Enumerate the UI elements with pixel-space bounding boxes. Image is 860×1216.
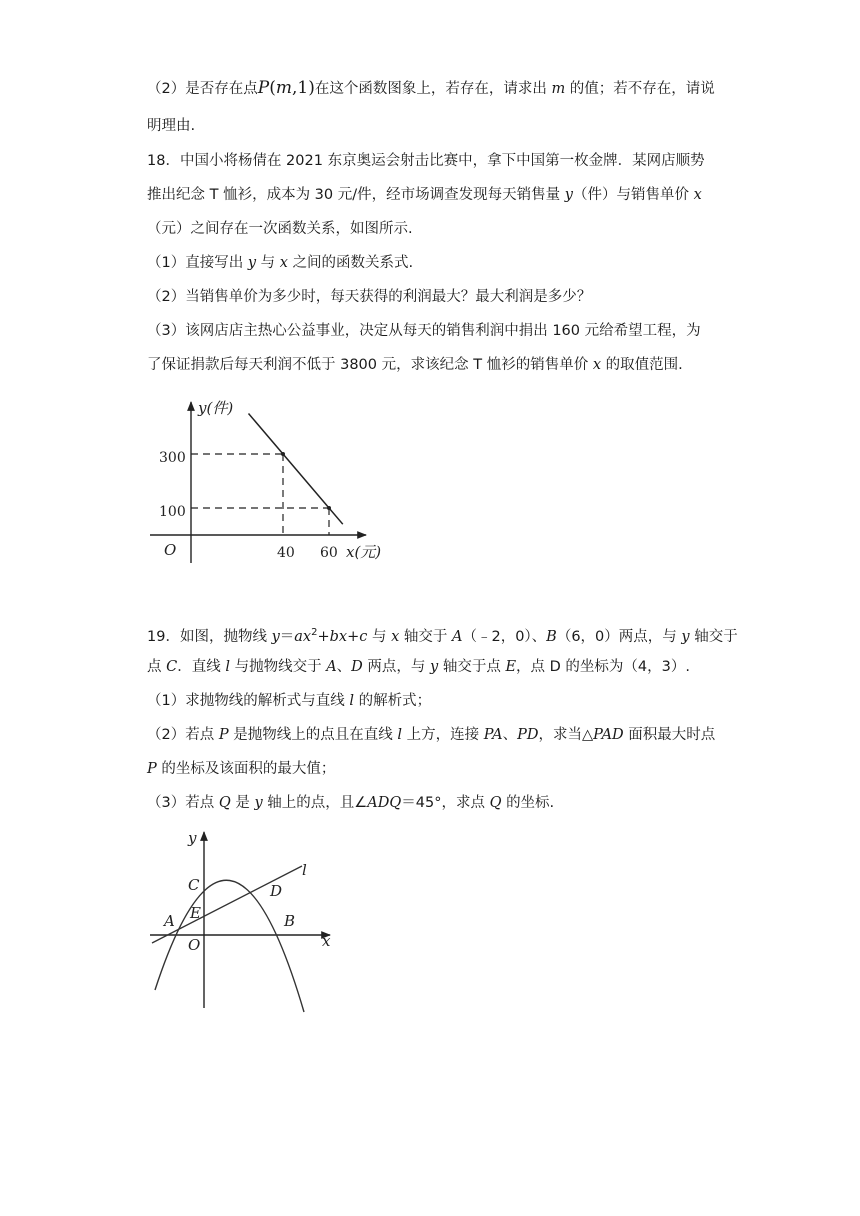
q19-fig-d-label: D: [270, 882, 283, 900]
q17-part2-line2: 明理由.: [147, 118, 196, 134]
q18-y-axis-label: y(件): [198, 399, 234, 417]
point-p-expression: P(m,1): [257, 78, 315, 98]
q19-fig-y-label: y: [188, 829, 197, 847]
q18-dashed-guides: [191, 452, 331, 535]
q19-fig-c-label: C: [188, 876, 200, 894]
q18-stem-line3: （元）之间存在一次函数关系，如图所示.: [147, 221, 413, 237]
q19-part1: （1）求抛物线的解析式与直线 l 的解析式；: [147, 693, 432, 709]
q18-y-tick-300: 300: [159, 450, 186, 466]
q18-stem-line2: 推出纪念 T 恤衫，成本为 30 元/件，经市场调查发现每天销售量 y（件）与销售单价 x: [147, 187, 702, 203]
q19-line-l: [152, 866, 302, 943]
q19-parabola: [155, 880, 304, 1012]
q19-fig-x-label: x: [322, 932, 331, 950]
q18-part3-line1: （3）该网店店主热心公益事业，决定从每天的销售利润中捐出 160 元给希望工程，为: [147, 323, 701, 339]
q19-fig-b-label: B: [284, 912, 296, 930]
q19-part2-line2: P 的坐标及该面积的最大值；: [147, 761, 336, 777]
q19-part3: （3）若点 Q 是 y 轴上的点，且∠ADQ＝45°，求点 Q 的坐标.: [147, 795, 555, 811]
q18-part2: （2）当销售单价为多少时，每天获得的利润最大？最大利润是多少？: [147, 289, 592, 305]
q18-origin-label: O: [164, 541, 177, 559]
q18-stem-line1: 18．中国小将杨倩在 2021 东京奥运会射击比赛中，拿下中国第一枚金牌．某网店顺势: [147, 153, 705, 169]
q18-function-line: [249, 414, 343, 525]
q18-part3-line2: 了保证捐款后每天利润不低于 3800 元，求该纪念 T 恤衫的销售单价 x 的取值范围.: [147, 357, 683, 373]
q19-stem-line1: 19．如图，抛物线 $y=ax^2+bx+c$ 与 x 轴交于 A（﹣2，0）、B（6，0）两点，与 y 轴交于: [147, 627, 738, 645]
q18-x-tick-60: 60: [320, 545, 338, 561]
q19-part2-line1: （2）若点 P 是抛物线上的点且在直线 l 上方，连接 PA、PD，求当△PAD 面积最大时点: [147, 727, 716, 743]
q19-fig-o-label: O: [188, 936, 201, 954]
q19-fig-e-label: E: [190, 904, 201, 922]
q17-part2-line1: （2）是否存在点P(m,1)在这个函数图象上，若存在，请求出 m 的值；若不存在，请说: [147, 78, 715, 98]
q19-fig-a-label: A: [164, 912, 175, 930]
q18-x-axis-label: x(元): [346, 543, 382, 561]
q18-part1: （1）直接写出 y 与 x 之间的函数关系式.: [147, 255, 414, 271]
q18-x-tick-40: 40: [277, 545, 295, 561]
q19-fig-l-label: l: [302, 861, 307, 879]
q18-y-tick-100: 100: [159, 504, 186, 520]
q19-stem-line2: 点 C．直线 l 与抛物线交于 A、D 两点，与 y 轴交于点 E，点 D 的坐标为（4，3）.: [147, 659, 690, 675]
